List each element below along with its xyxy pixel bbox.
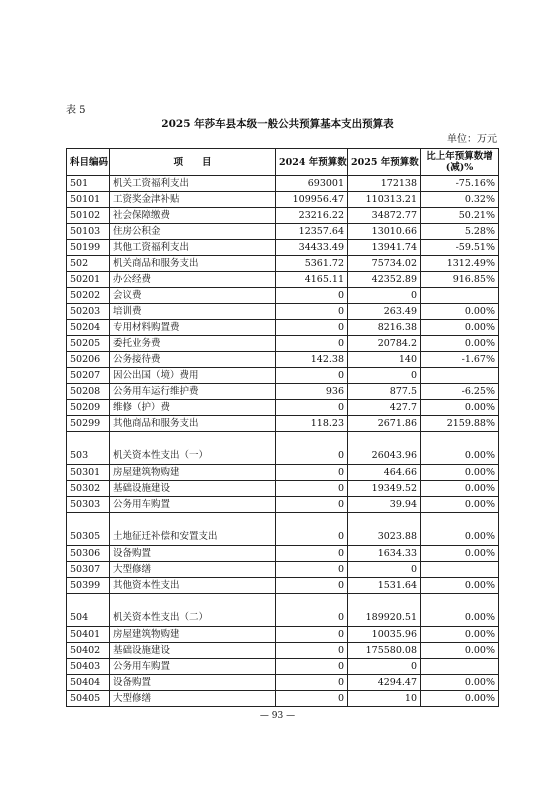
row-item-name: 住房公积金 xyxy=(110,224,276,240)
row-item-name: 公务用车购置 xyxy=(110,659,276,675)
row-item-name: 公务用车运行维护费 xyxy=(110,384,276,400)
row-code: 50404 xyxy=(67,675,110,691)
row-code: 50402 xyxy=(67,643,110,659)
row-2024-value: 0 xyxy=(276,336,348,352)
row-change-percent: 0.00% xyxy=(421,400,499,416)
row-change-percent: 0.00% xyxy=(421,643,499,659)
row-item-name: 土地征迁补偿和安置支出 xyxy=(110,513,276,546)
row-2025-value: 0 xyxy=(348,288,421,304)
table-row xyxy=(67,256,499,272)
row-item-name: 设备购置 xyxy=(110,546,276,562)
row-item-name: 公务用车购置 xyxy=(110,497,276,513)
row-item-name: 机关工资福利支出 xyxy=(110,176,276,192)
table-number: 表 5 xyxy=(66,105,86,116)
row-change-percent xyxy=(421,659,499,675)
row-change-percent: 0.32% xyxy=(421,192,499,208)
row-2025-value: 140 xyxy=(348,352,421,368)
row-change-percent: 2159.88% xyxy=(421,416,499,432)
table-row xyxy=(67,192,499,208)
table-row xyxy=(67,513,499,546)
row-2024-value: 0 xyxy=(276,643,348,659)
row-change-percent: 0.00% xyxy=(421,691,499,707)
row-item-name: 房屋建筑物购建 xyxy=(110,465,276,481)
row-2025-value: 26043.96 xyxy=(348,432,421,465)
row-item-name: 因公出国（境）费用 xyxy=(110,368,276,384)
table-row xyxy=(67,578,499,594)
row-2024-value: 0 xyxy=(276,691,348,707)
row-code: 50204 xyxy=(67,320,110,336)
table-row xyxy=(67,481,499,497)
row-2024-value: 693001 xyxy=(276,176,348,192)
row-change-percent xyxy=(421,288,499,304)
table-row xyxy=(67,659,499,675)
row-change-percent: 0.00% xyxy=(421,432,499,465)
row-code: 50299 xyxy=(67,416,110,432)
row-item-name: 基础设施建设 xyxy=(110,643,276,659)
row-code: 50103 xyxy=(67,224,110,240)
row-2024-value: 0 xyxy=(276,465,348,481)
row-2024-value: 109956.47 xyxy=(276,192,348,208)
row-item-name: 其他工资福利支出 xyxy=(110,240,276,256)
row-2025-value: 0 xyxy=(348,562,421,578)
row-change-percent: 0.00% xyxy=(421,497,499,513)
table-row xyxy=(67,546,499,562)
row-item-name: 专用材料购置费 xyxy=(110,320,276,336)
row-change-percent: 0.00% xyxy=(421,320,499,336)
row-change-percent: 0.00% xyxy=(421,465,499,481)
row-code: 504 xyxy=(67,594,110,627)
row-change-percent: 0.00% xyxy=(421,594,499,627)
table-row xyxy=(67,240,499,256)
row-2024-value: 0 xyxy=(276,675,348,691)
row-item-name: 维修（护）费 xyxy=(110,400,276,416)
row-2025-value: 10035.96 xyxy=(348,627,421,643)
row-2024-value: 0 xyxy=(276,513,348,546)
table-row xyxy=(67,352,499,368)
row-code: 501 xyxy=(67,176,110,192)
row-code: 50205 xyxy=(67,336,110,352)
row-code: 50206 xyxy=(67,352,110,368)
row-item-name: 其他商品和服务支出 xyxy=(110,416,276,432)
row-2025-value: 42352.89 xyxy=(348,272,421,288)
row-2025-value: 13941.74 xyxy=(348,240,421,256)
row-2025-value: 13010.66 xyxy=(348,224,421,240)
row-item-name: 培训费 xyxy=(110,304,276,320)
row-2025-value: 4294.47 xyxy=(348,675,421,691)
row-item-name: 会议费 xyxy=(110,288,276,304)
table-row xyxy=(67,272,499,288)
row-code: 50302 xyxy=(67,481,110,497)
row-2024-value: 0 xyxy=(276,481,348,497)
row-change-percent: 0.00% xyxy=(421,546,499,562)
header-code: 科目编码 xyxy=(67,149,110,176)
row-2025-value: 427.7 xyxy=(348,400,421,416)
row-code: 50209 xyxy=(67,400,110,416)
row-code: 50202 xyxy=(67,288,110,304)
table-row xyxy=(67,336,499,352)
row-item-name: 其他资本性支出 xyxy=(110,578,276,594)
budget-table xyxy=(66,148,499,707)
header-change: 比上年预算数增(减)% xyxy=(421,149,499,176)
row-code: 50102 xyxy=(67,208,110,224)
row-2025-value: 34872.77 xyxy=(348,208,421,224)
table-row xyxy=(67,224,499,240)
row-change-percent: 50.21% xyxy=(421,208,499,224)
row-change-percent xyxy=(421,562,499,578)
row-2024-value: 0 xyxy=(276,432,348,465)
row-2024-value: 0 xyxy=(276,288,348,304)
row-item-name: 公务接待费 xyxy=(110,352,276,368)
row-code: 50201 xyxy=(67,272,110,288)
table-row xyxy=(67,643,499,659)
table-row xyxy=(67,208,499,224)
table-row xyxy=(67,594,499,627)
row-change-percent xyxy=(421,368,499,384)
row-2024-value: 0 xyxy=(276,562,348,578)
row-item-name: 大型修缮 xyxy=(110,691,276,707)
row-2024-value: 4165.11 xyxy=(276,272,348,288)
row-2025-value: 2671.86 xyxy=(348,416,421,432)
header-2024: 2024 年预算数 xyxy=(276,149,348,176)
row-2025-value: 19349.52 xyxy=(348,481,421,497)
row-2025-value: 0 xyxy=(348,659,421,675)
row-2024-value: 936 xyxy=(276,384,348,400)
unit-label: 单位：万元 xyxy=(447,134,497,145)
row-change-percent: 0.00% xyxy=(421,336,499,352)
row-change-percent: 0.00% xyxy=(421,304,499,320)
row-item-name: 委托业务费 xyxy=(110,336,276,352)
row-item-name: 机关资本性支出（一） xyxy=(110,432,276,465)
row-change-percent: -75.16% xyxy=(421,176,499,192)
row-code: 50405 xyxy=(67,691,110,707)
row-2025-value: 189920.51 xyxy=(348,594,421,627)
row-item-name: 设备购置 xyxy=(110,675,276,691)
table-row xyxy=(67,304,499,320)
row-2025-value: 1531.64 xyxy=(348,578,421,594)
row-2024-value: 0 xyxy=(276,594,348,627)
row-change-percent: 0.00% xyxy=(421,578,499,594)
row-2024-value: 0 xyxy=(276,320,348,336)
row-2024-value: 142.38 xyxy=(276,352,348,368)
table-header-row xyxy=(67,149,499,176)
table-row xyxy=(67,432,499,465)
row-2024-value: 23216.22 xyxy=(276,208,348,224)
row-item-name: 机关资本性支出（二） xyxy=(110,594,276,627)
row-item-name: 机关商品和服务支出 xyxy=(110,256,276,272)
row-change-percent: -6.25% xyxy=(421,384,499,400)
row-change-percent: 0.00% xyxy=(421,627,499,643)
row-code: 50301 xyxy=(67,465,110,481)
row-2024-value: 118.23 xyxy=(276,416,348,432)
row-code: 50207 xyxy=(67,368,110,384)
row-change-percent: 1312.49% xyxy=(421,256,499,272)
row-change-percent: 916.85% xyxy=(421,272,499,288)
row-2025-value: 20784.2 xyxy=(348,336,421,352)
row-2025-value: 10 xyxy=(348,691,421,707)
row-change-percent: 0.00% xyxy=(421,481,499,497)
row-2024-value: 0 xyxy=(276,659,348,675)
row-code: 50401 xyxy=(67,627,110,643)
row-item-name: 大型修缮 xyxy=(110,562,276,578)
row-code: 50307 xyxy=(67,562,110,578)
row-2025-value: 8216.38 xyxy=(348,320,421,336)
row-code: 503 xyxy=(67,432,110,465)
row-2025-value: 0 xyxy=(348,368,421,384)
table-row xyxy=(67,288,499,304)
table-row xyxy=(67,384,499,400)
row-item-name: 办公经费 xyxy=(110,272,276,288)
table-row xyxy=(67,400,499,416)
row-2024-value: 34433.49 xyxy=(276,240,348,256)
row-2024-value: 0 xyxy=(276,497,348,513)
table-row xyxy=(67,691,499,707)
row-2024-value: 0 xyxy=(276,304,348,320)
header-2025: 2025 年预算数 xyxy=(348,149,421,176)
row-code: 50305 xyxy=(67,513,110,546)
row-2025-value: 75734.02 xyxy=(348,256,421,272)
row-change-percent: -59.51% xyxy=(421,240,499,256)
row-item-name: 房屋建筑物购建 xyxy=(110,627,276,643)
row-2024-value: 12357.64 xyxy=(276,224,348,240)
row-code: 50101 xyxy=(67,192,110,208)
row-code: 50203 xyxy=(67,304,110,320)
table-row xyxy=(67,320,499,336)
table-row xyxy=(67,368,499,384)
row-change-percent: 5.28% xyxy=(421,224,499,240)
row-code: 502 xyxy=(67,256,110,272)
row-change-percent: 0.00% xyxy=(421,513,499,546)
row-change-percent: 0.00% xyxy=(421,675,499,691)
row-2024-value: 0 xyxy=(276,627,348,643)
row-2024-value: 0 xyxy=(276,546,348,562)
table-row xyxy=(67,562,499,578)
row-item-name: 社会保障缴费 xyxy=(110,208,276,224)
row-2024-value: 0 xyxy=(276,400,348,416)
row-change-percent: -1.67% xyxy=(421,352,499,368)
table-row xyxy=(67,465,499,481)
table-row xyxy=(67,627,499,643)
row-item-name: 工资奖金津补贴 xyxy=(110,192,276,208)
row-2025-value: 110313.21 xyxy=(348,192,421,208)
row-2025-value: 3023.88 xyxy=(348,513,421,546)
row-code: 50208 xyxy=(67,384,110,400)
table-row xyxy=(67,416,499,432)
row-2025-value: 175580.08 xyxy=(348,643,421,659)
row-2025-value: 263.49 xyxy=(348,304,421,320)
page-title: 2025 年莎车县本级一般公共预算基本支出预算表 xyxy=(161,118,394,130)
row-2025-value: 1634.33 xyxy=(348,546,421,562)
row-2025-value: 877.5 xyxy=(348,384,421,400)
row-2025-value: 172138 xyxy=(348,176,421,192)
table-row xyxy=(67,497,499,513)
table-row xyxy=(67,176,499,192)
page-number: — 93 — xyxy=(259,711,296,721)
row-2024-value: 0 xyxy=(276,578,348,594)
row-code: 50199 xyxy=(67,240,110,256)
table-row xyxy=(67,675,499,691)
row-code: 50399 xyxy=(67,578,110,594)
row-code: 50403 xyxy=(67,659,110,675)
row-item-name: 基础设施建设 xyxy=(110,481,276,497)
row-2024-value: 0 xyxy=(276,368,348,384)
row-2024-value: 5361.72 xyxy=(276,256,348,272)
row-code: 50306 xyxy=(67,546,110,562)
row-2025-value: 464.66 xyxy=(348,465,421,481)
row-2025-value: 39.94 xyxy=(348,497,421,513)
header-item: 项 目 xyxy=(110,149,276,176)
row-code: 50303 xyxy=(67,497,110,513)
